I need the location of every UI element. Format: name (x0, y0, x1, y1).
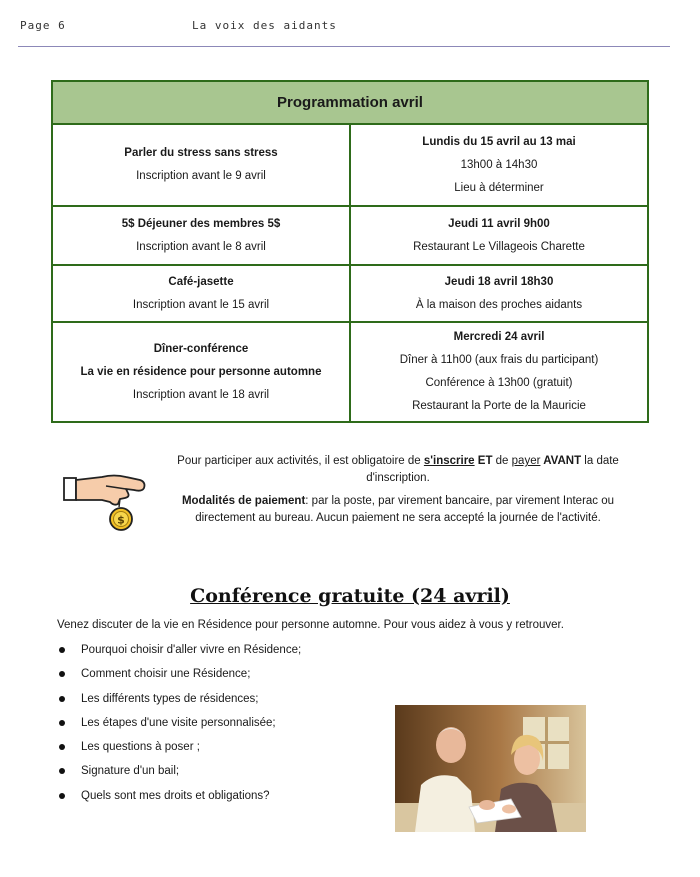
event-name: Parler du stress sans stress (124, 147, 278, 159)
page-number: Page 6 (20, 19, 66, 32)
event-cell (52, 124, 350, 206)
event-deadline: Inscription avant le 9 avril (136, 170, 266, 182)
event-lunch: Dîner à 11h00 (aux frais du participant) (399, 354, 599, 366)
list-item: Les questions à poser ; (57, 739, 301, 763)
event-date: Mercredi 24 avril (453, 331, 545, 343)
conference-title: Conférence gratuite (24 avril) (190, 585, 510, 607)
event-details-cell (350, 206, 648, 265)
event-cell (52, 265, 350, 322)
program-title: Programmation avril (52, 81, 648, 124)
list-item: Quels sont mes droits et obligations? (57, 788, 301, 812)
header-divider (18, 46, 670, 47)
event-location: Restaurant Le Villageois Charette (413, 240, 585, 253)
event-deadline: Inscription avant le 18 avril (132, 388, 270, 401)
list-item: Comment choisir une Résidence; (57, 666, 301, 690)
list-item: Les étapes d'une visite personnalisée; (57, 715, 301, 739)
hand-coin-icon (62, 468, 148, 536)
list-item: Les différents types de résidences; (57, 691, 301, 715)
list-item: Pourquoi choisir d'aller vivre en Résidence; (57, 642, 301, 666)
event-deadline: Inscription avant le 8 avril (136, 240, 266, 253)
newsletter-title: La voix des aidants (192, 19, 337, 32)
event-date: Lundis du 15 avril au 13 mai (422, 135, 576, 148)
conference-intro: Venez discuter de la vie en Résidence pour personne automne. Pour vous aidez à vous y retrouver. (57, 619, 564, 631)
seniors-photo (395, 705, 586, 832)
event-deadline: Inscription avant le 15 avril (132, 298, 270, 311)
conference-topics (57, 642, 301, 812)
event-details-cell (350, 124, 648, 206)
event-name: 5$ Déjeuner des membres 5$ (121, 217, 281, 230)
event-subtitle: La vie en résidence pour personne automne (80, 365, 322, 378)
registration-requirement: Pour participer aux activités, il est obligatoire de s'inscrire ET de payer AVANT la date d'inscription. (177, 455, 619, 484)
payment-methods: Modalités de paiement: par la poste, par virement bancaire, par virement Interac ou directement au bureau. Aucun paiement ne sera accepté la journée de l'activité. (181, 495, 615, 524)
svg-text:$: $ (117, 513, 125, 527)
event-cell (52, 206, 350, 265)
event-location: À la maison des proches aidants (415, 298, 583, 311)
event-location: Lieu à déterminer (454, 181, 544, 194)
event-details-cell (350, 322, 648, 422)
event-conference-time: Conférence à 13h00 (gratuit) (425, 377, 573, 389)
event-details-cell (350, 265, 648, 322)
program-table (51, 80, 649, 423)
list-item: Signature d'un bail; (57, 763, 301, 787)
payment-notice (158, 453, 638, 533)
event-date: Jeudi 18 avril 18h30 (444, 275, 554, 288)
event-cell (52, 322, 350, 422)
event-name: Dîner-conférence (153, 342, 249, 355)
event-date: Jeudi 11 avril 9h00 (448, 217, 550, 230)
event-name: Café-jasette (168, 275, 234, 288)
event-time: 13h00 à 14h30 (460, 158, 538, 171)
event-location: Restaurant la Porte de la Mauricie (412, 400, 586, 412)
